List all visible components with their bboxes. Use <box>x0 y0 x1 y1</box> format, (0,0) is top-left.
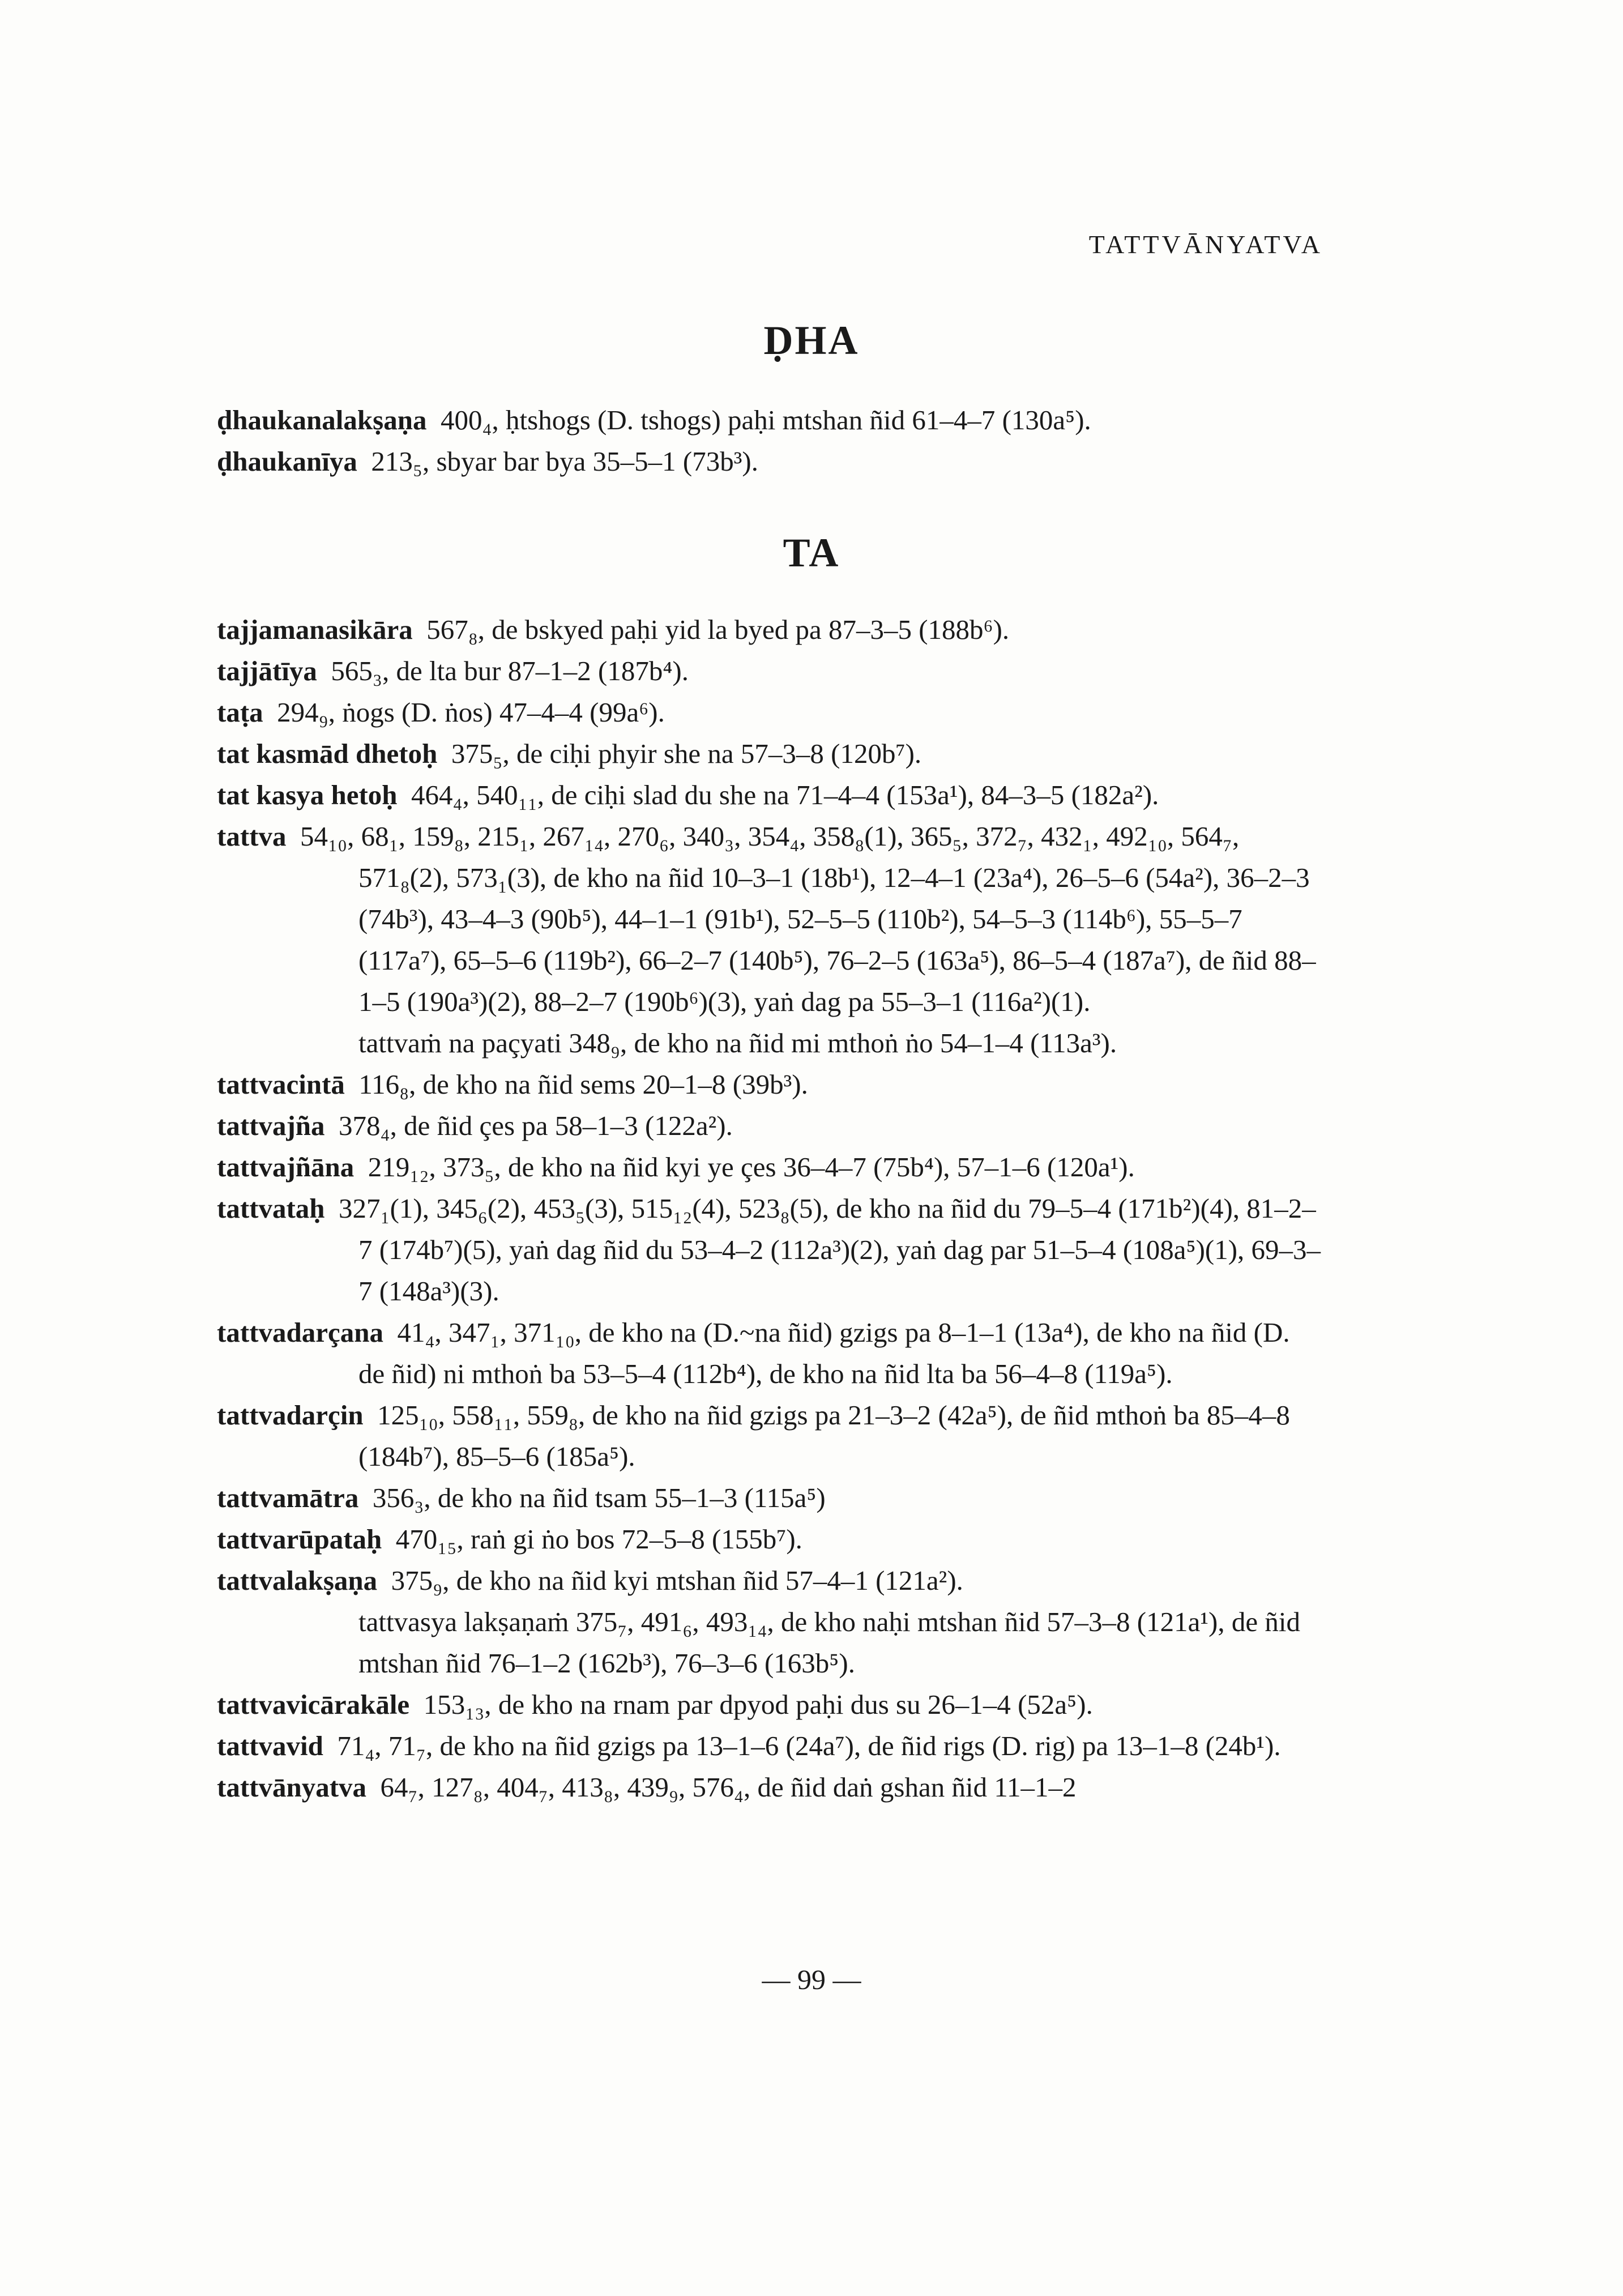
entry-headword: ḍhaukanīya <box>217 446 357 477</box>
entry-headword: tattvadarçana <box>217 1317 383 1348</box>
entry-headword: tattvamātra <box>217 1482 359 1513</box>
dictionary-entry <box>217 1064 1323 1105</box>
entry-text: 125₁₀, 558₁₁, 559₈, de kho na ñid gzigs pa 21–3–2 (42a⁵), de ñid mthoṅ ba 85–4–8 (184b⁷), 85–5–6 (185a⁵). <box>358 1399 1290 1472</box>
entry-text: 378₄, de ñid çes pa 58–1–3 (122a²). <box>339 1110 733 1141</box>
entry-headword: tattvataḥ <box>217 1193 325 1224</box>
entry-headword: tattvajña <box>217 1110 325 1141</box>
entry-text: 464₄, 540₁₁, de ciḥi slad du she na 71–4–4 (153a¹), 84–3–5 (182a²). <box>411 779 1159 810</box>
entry-text: 64₇, 127₈, 404₇, 413₈, 439₉, 576₄, de ñid daṅ gshan ñid 11–1–2 <box>380 1772 1077 1803</box>
dictionary-entry <box>217 1477 1323 1518</box>
entry-headword: tattva <box>217 821 287 852</box>
entry-text: 470₁₅, raṅ gi ṅo bos 72–5–8 (155b⁷). <box>395 1523 802 1555</box>
entry-text: 375₅, de ciḥi phyir she na 57–3–8 (120b⁷). <box>451 738 922 769</box>
section-title-ta: TA <box>783 530 840 575</box>
entry-headword: tattvajñāna <box>217 1151 355 1183</box>
entry-headword: tattvadarçin <box>217 1399 364 1431</box>
dictionary-entry <box>217 1105 1323 1146</box>
entry-headword: tattvānyatva <box>217 1772 367 1803</box>
section-ta-entries <box>217 609 1323 1808</box>
dictionary-entry <box>217 816 1323 1022</box>
dictionary-entry <box>217 1146 1323 1188</box>
entry-text: 327₁(1), 345₆(2), 453₅(3), 515₁₂(4), 523₈(5), de kho na ñid du 79–5–4 (171b²)(4), 81–2–7 (174b⁷)(5), yaṅ dag ñid du 53–4–2 (112a³)(2), yaṅ dag par 51–5–4 (108a⁵)(1), 69–3–7 (148a³)(3). <box>339 1193 1321 1307</box>
entry-text: 116₈, de kho na ñid sems 20–1–8 (39b³). <box>358 1069 808 1100</box>
dictionary-entry <box>217 609 1323 650</box>
subentry-text: tattvasya lakṣaṇaṁ 375₇, 491₆, 493₁₄, de kho naḥi mtshan ñid 57–3–8 (121a¹), de ñid mtshan ñid 76–1–2 (162b³), 76–3–6 (163b⁵). <box>358 1606 1300 1679</box>
entry-headword: tajjātīya <box>217 655 317 686</box>
section-dha-entries <box>217 399 1323 482</box>
dictionary-entry <box>217 1188 1323 1312</box>
entry-headword: taṭa <box>217 697 263 728</box>
section-title-dha: ḌHA <box>763 318 860 363</box>
entry-headword: ḍhaukanalakṣaṇa <box>217 404 427 436</box>
entry-headword: tat kasmād dhetoḥ <box>217 738 438 769</box>
entry-headword: tajjamanasikāra <box>217 614 413 645</box>
dictionary-entry <box>217 774 1323 816</box>
dictionary-entry <box>217 733 1323 774</box>
entry-text: 54₁₀, 68₁, 159₈, 215₁, 267₁₄, 270₆, 340₃, 354₄, 358₈(1), 365₅, 372₇, 432₁, 492₁₀, 564₇, 571₈(2), 573₁(3), de kho na ñid 10–3–1 (18b¹), 12–4–1 (23a⁴), 26–5–6 (54a²), 36–2–3 (74b³), 43–4–3 (90b⁵), 44–1–1 (91b¹), 52–5–5 (110b²), 54–5–3 (114b⁶), 55–5–7 (117a⁷), 65–5–6 (119b²), 66–2–7 (140b⁵), 76–2–5 (163a⁵), 86–5–4 (187a⁷), de ñid 88–1–5 (190a³)(2), 88–2–7 (190b⁶)(3), yaṅ dag pa 55–3–1 (116a²)(1). <box>300 821 1316 1017</box>
dictionary-entry <box>217 692 1323 733</box>
dictionary-subentry <box>217 1022 1323 1064</box>
dictionary-entry <box>217 1684 1323 1725</box>
dictionary-entry <box>217 441 1323 482</box>
entry-text: 153₁₃, de kho na rnam par dpyod paḥi dus su 26–1–4 (52a⁵). <box>423 1689 1093 1720</box>
page-number: — 99 — <box>762 1964 861 1995</box>
dictionary-subentry <box>217 1601 1323 1684</box>
entry-text: 41₄, 347₁, 371₁₀, de kho na (D.~na ñid) gzigs pa 8–1–1 (13a⁴), de kho na ñid (D. de ñid) ni mthoṅ ba 53–5–4 (112b⁴), de kho na ñid lta ba 56–4–8 (119a⁵). <box>358 1317 1290 1389</box>
subentry-text: tattvaṁ na paçyati 348₉, de kho na ñid mi mthoṅ ṅo 54–1–4 (113a³). <box>358 1027 1117 1059</box>
dictionary-entry <box>217 399 1323 441</box>
entry-headword: tat kasya hetoḥ <box>217 779 398 810</box>
dictionary-entry <box>217 1518 1323 1560</box>
entry-text: 375₉, de kho na ñid kyi mtshan ñid 57–4–1 (121a²). <box>391 1565 963 1596</box>
dictionary-entry <box>217 1312 1323 1394</box>
entry-text: 213₅, sbyar bar bya 35–5–1 (73b³). <box>371 446 758 477</box>
dictionary-entry <box>217 1766 1323 1808</box>
entry-text: 219₁₂, 373₅, de kho na ñid kyi ye çes 36–4–7 (75b⁴), 57–1–6 (120a¹). <box>368 1151 1135 1183</box>
entry-text: 400₄, ḥtshogs (D. tshogs) paḥi mtshan ñid 61–4–7 (130a⁵). <box>440 404 1091 436</box>
entry-headword: tattvarūpataḥ <box>217 1523 382 1555</box>
dictionary-entry <box>217 650 1323 692</box>
running-head: TATTVĀNYATVA <box>1088 230 1323 259</box>
entry-text: 565₃, de lta bur 87–1–2 (187b⁴). <box>331 655 689 686</box>
entry-text: 567₈, de bskyed paḥi yid la byed pa 87–3–5 (188b⁶). <box>426 614 1010 645</box>
entry-text: 71₄, 71₇, de kho na ñid gzigs pa 13–1–6 (24a⁷), de ñid rigs (D. rig) pa 13–1–8 (24b¹). <box>337 1730 1281 1761</box>
entry-text: 294₉, ṅogs (D. ṅos) 47–4–4 (99a⁶). <box>277 697 665 728</box>
dictionary-entry <box>217 1725 1323 1766</box>
entry-text: 356₃, de kho na ñid tsam 55–1–3 (115a⁵) <box>372 1482 826 1513</box>
entry-headword: tattvavicārakāle <box>217 1689 410 1720</box>
dictionary-entry <box>217 1560 1323 1601</box>
entry-headword: tattvavid <box>217 1730 323 1761</box>
entry-headword: tattvacintā <box>217 1069 345 1100</box>
dictionary-entry <box>217 1394 1323 1477</box>
entry-headword: tattvalakṣaṇa <box>217 1565 378 1596</box>
